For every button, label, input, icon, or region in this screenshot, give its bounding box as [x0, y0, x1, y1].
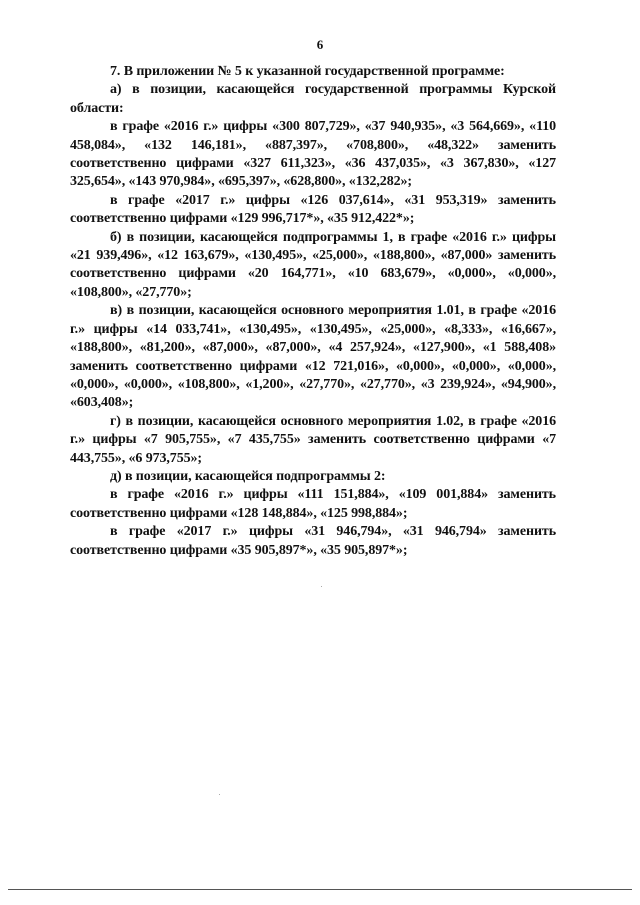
paragraph-item-7-heading: 7. В приложении № 5 к указанной государственной программе:: [110, 64, 505, 79]
scan-speck: [219, 794, 220, 795]
document-body: [70, 63, 556, 560]
paragraph-a-2016: в графе «2016 г.» цифры «300 807,729», «37 940,935», «3 564,669», «110 458,084», «132 146,181», «887,397», «708,800», «48,322» заменить соответственно цифрами «327 611,323», «36 437,035», «3 367,830», «127 325,654», «143 970,984», «695,397», «628,800», «132,282»;: [70, 119, 556, 190]
paragraph-subitem-b: б) в позиции, касающейся подпрограммы 1, в графе «2016 г.» цифры «21 939,496», «12 163,679», «130,495», «25,000», «188,800», «87,000» заменить соответственно цифрами «20 164,771», «10 683,679», «0,000», «0,000», «108,800», «27,770»;: [70, 229, 556, 300]
page-number: 6: [316, 37, 324, 52]
paragraph-subitem-d: д) в позиции, касающейся подпрограммы 2:: [110, 468, 386, 484]
paragraph-d-2017: в графе «2017 г.» цифры «31 946,794», «31 946,794» заменить соответственно цифрами «35 905,897*», «35 905,897*»;: [70, 524, 556, 558]
paragraph-subitem-g: г) в позиции, касающейся основного мероприятия 1.02, в графе «2016 г.» цифры «7 905,755», «7 435,755» заменить соответственно цифрами «7 443,755», «6 973,755»;: [70, 413, 556, 466]
bottom-scan-edge: [8, 889, 632, 890]
paragraph-subitem-v: в) в позиции, касающейся основного мероприятия 1.01, в графе «2016 г.» цифры «14 033,741», «130,495», «130,495», «25,000», «8,333», «16,667», «188,800», «81,200», «87,000», «87,000», «4 257,924», «127,900», «1 588,408» заменить соответственно цифрами «12 721,016», «0,000», «0,000», «0,000», «0,000», «0,000», «108,800», «1,200», «27,770», «27,770», «3 239,924», «94,900», «603,408»;: [70, 303, 556, 411]
paragraph-subitem-a: а) в позиции, касающейся государственной программы Курской области:: [70, 82, 556, 116]
scan-speck: [321, 586, 322, 587]
paragraph-d-2016: в графе «2016 г.» цифры «111 151,884», «109 001,884» заменить соответственно цифрами «128 148,884», «125 998,884»;: [70, 487, 556, 521]
paragraph-a-2017: в графе «2017 г.» цифры «126 037,614», «31 953,319» заменить соответственно цифрами «129 996,717*», «35 912,422*»;: [70, 192, 556, 227]
